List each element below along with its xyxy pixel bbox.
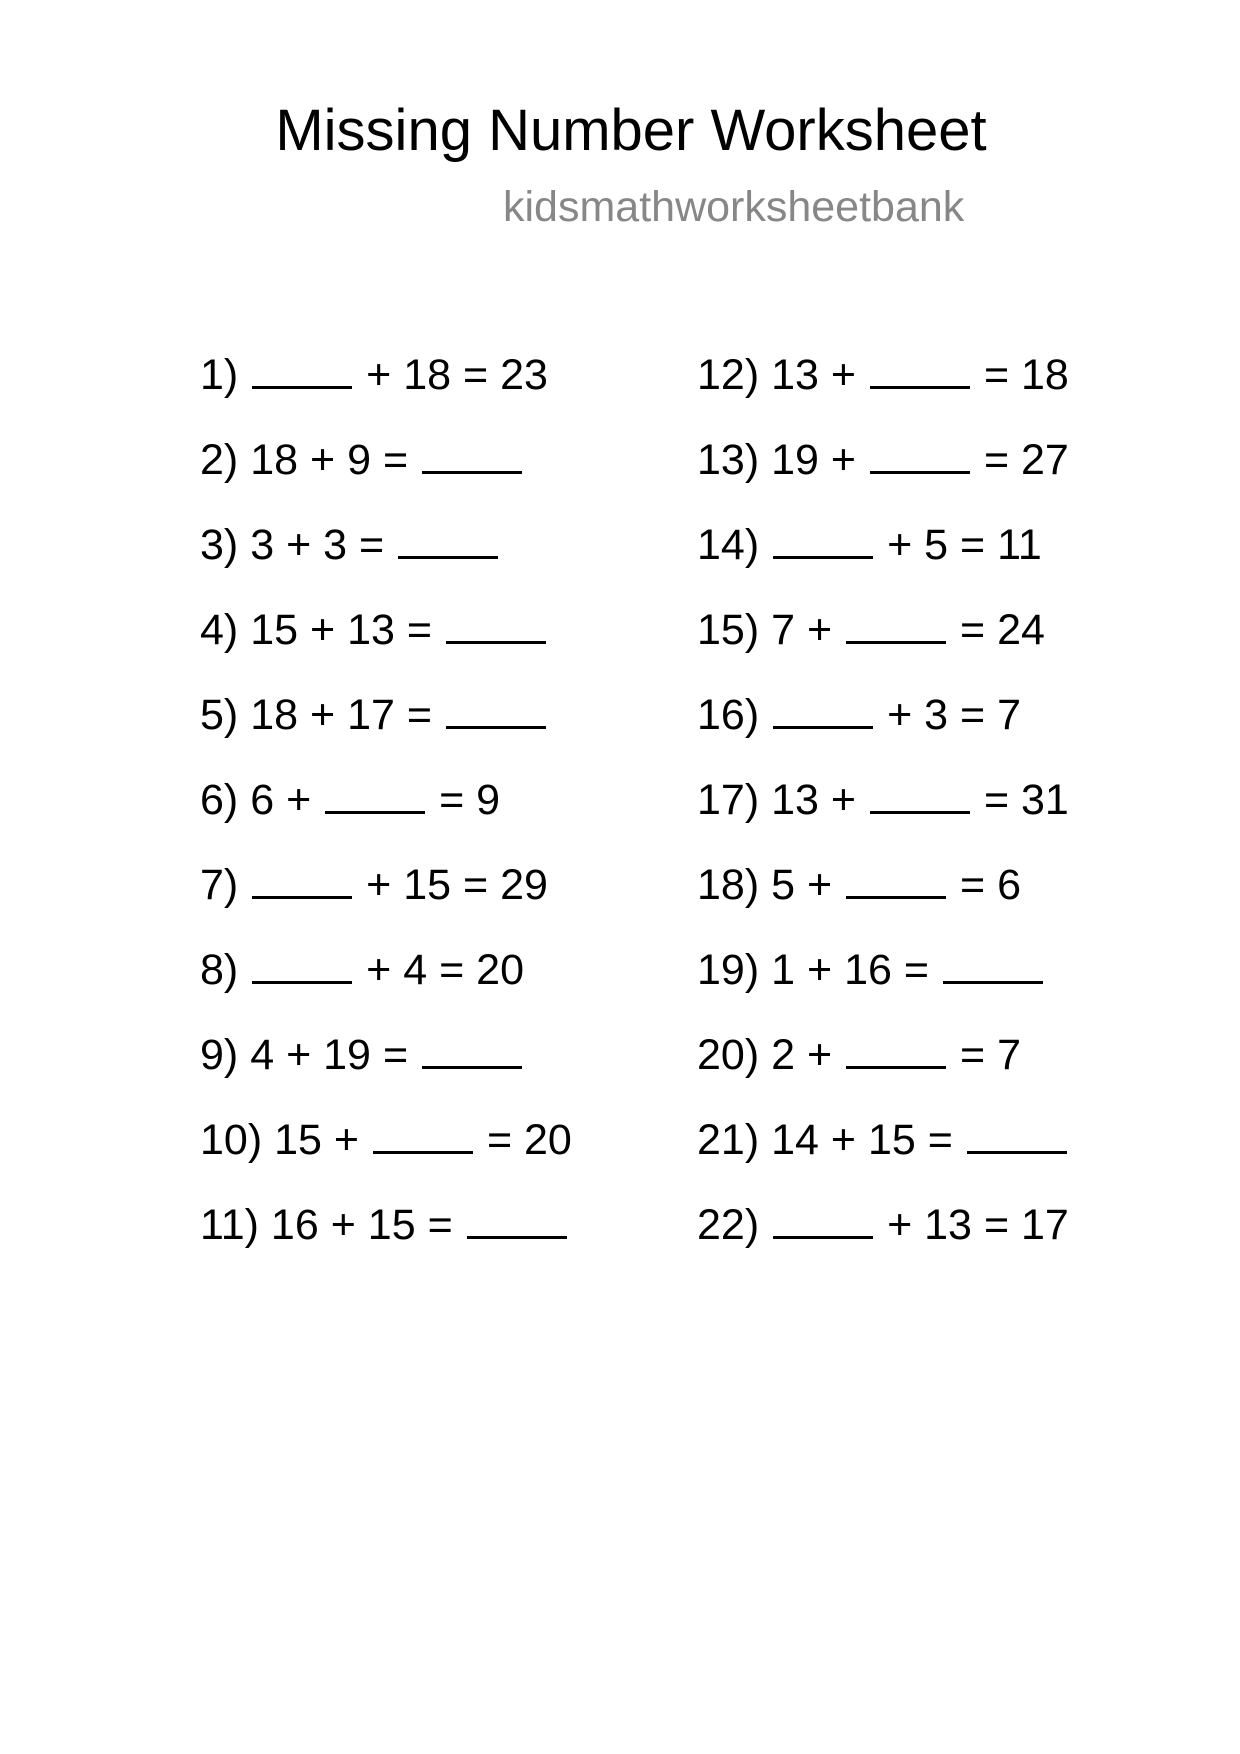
operator: + — [309, 436, 336, 484]
operand-b: 16 — [844, 946, 892, 994]
operand-b: 13 — [347, 606, 395, 654]
operand-a: 7 — [771, 606, 796, 654]
result: 7 — [997, 691, 1022, 739]
equals-sign: = — [960, 606, 986, 654]
problem-19 — [697, 945, 1045, 995]
equals-sign: = — [983, 1201, 1010, 1249]
worksheet-source: kidsmathworksheetbank — [503, 183, 965, 231]
operator: + — [806, 1031, 833, 1079]
answer-blank[interactable] — [398, 520, 498, 559]
problem-22 — [697, 1200, 1069, 1250]
problem-number: 6) — [200, 776, 239, 824]
answer-blank[interactable] — [943, 945, 1043, 984]
answer-blank[interactable] — [252, 350, 352, 389]
operator: + — [286, 776, 312, 824]
problem-16 — [697, 690, 1021, 740]
answer-blank[interactable] — [846, 860, 946, 899]
operand-b: 13 — [924, 1201, 972, 1249]
problem-10 — [200, 1115, 572, 1165]
answer-blank[interactable] — [967, 1115, 1067, 1154]
problem-number: 4) — [200, 606, 239, 654]
result: 9 — [476, 776, 501, 824]
problem-11 — [200, 1200, 569, 1250]
problem-number: 1) — [200, 351, 239, 399]
answer-blank[interactable] — [870, 350, 970, 389]
problem-13 — [697, 435, 1069, 485]
problem-number: 17) — [697, 776, 760, 824]
problem-3 — [200, 520, 500, 570]
problem-20 — [697, 1030, 1021, 1080]
answer-blank[interactable] — [467, 1200, 567, 1239]
result: 18 — [1021, 351, 1069, 399]
answer-blank[interactable] — [870, 435, 970, 474]
operator: + — [309, 606, 336, 654]
equals-sign: = — [382, 436, 409, 484]
problem-1 — [200, 350, 548, 400]
operand-a: 16 — [270, 1201, 319, 1249]
operand-a: 15 — [274, 1116, 322, 1164]
operator: + — [366, 861, 392, 909]
operand-b: 15 — [403, 861, 452, 909]
operand-b: 18 — [403, 351, 452, 399]
equals-sign: = — [903, 946, 929, 994]
problem-15 — [697, 605, 1045, 655]
operand-b: 3 — [323, 521, 348, 569]
equals-sign: = — [359, 521, 385, 569]
operator: + — [830, 351, 857, 399]
answer-blank[interactable] — [422, 1030, 522, 1069]
problem-number: 8) — [200, 946, 239, 994]
problem-14 — [697, 520, 1042, 570]
operator: + — [887, 691, 913, 739]
equals-sign: = — [983, 436, 1010, 484]
operand-a: 5 — [771, 861, 796, 909]
answer-blank[interactable] — [773, 690, 873, 729]
answer-blank[interactable] — [773, 1200, 873, 1239]
equals-sign: = — [427, 1201, 453, 1249]
problem-21 — [697, 1115, 1069, 1165]
operand-a: 13 — [771, 351, 819, 399]
equals-sign: = — [960, 521, 986, 569]
equals-sign: = — [463, 351, 489, 399]
equals-sign: = — [463, 861, 489, 909]
equals-sign: = — [439, 776, 465, 824]
operand-a: 2 — [771, 1031, 796, 1079]
operand-a: 13 — [771, 776, 819, 824]
operator: + — [830, 776, 857, 824]
operator: + — [830, 1116, 857, 1164]
problem-number: 15) — [697, 606, 760, 654]
result: 31 — [1021, 776, 1069, 824]
result: 23 — [500, 351, 548, 399]
problem-number: 7) — [200, 861, 239, 909]
equals-sign: = — [983, 776, 1010, 824]
answer-blank[interactable] — [325, 775, 425, 814]
problem-number: 16) — [697, 691, 760, 739]
operand-a: 19 — [771, 436, 819, 484]
operand-b: 5 — [924, 521, 949, 569]
operand-b: 15 — [867, 1116, 916, 1164]
problem-number: 19) — [697, 946, 760, 994]
operand-a: 4 — [250, 1031, 275, 1079]
operator: + — [830, 436, 857, 484]
operator: + — [286, 521, 312, 569]
operand-b: 3 — [924, 691, 949, 739]
operand-a: 18 — [250, 436, 299, 484]
problem-number: 3) — [200, 521, 239, 569]
answer-blank[interactable] — [373, 1115, 473, 1154]
problem-9 — [200, 1030, 524, 1080]
operator: + — [366, 946, 392, 994]
result: 27 — [1021, 436, 1069, 484]
operand-a: 1 — [771, 946, 796, 994]
equals-sign: = — [439, 946, 465, 994]
answer-blank[interactable] — [422, 435, 522, 474]
equals-sign: = — [927, 1116, 953, 1164]
operator: + — [806, 946, 833, 994]
answer-blank[interactable] — [846, 605, 946, 644]
operator: + — [887, 521, 913, 569]
answer-blank[interactable] — [252, 860, 352, 899]
problem-number: 14) — [697, 521, 760, 569]
problem-number: 21) — [697, 1116, 760, 1164]
result: 6 — [997, 861, 1022, 909]
problem-17 — [697, 775, 1069, 825]
result: 29 — [500, 861, 548, 909]
operand-b: 17 — [347, 691, 395, 739]
answer-blank[interactable] — [846, 1030, 946, 1069]
equals-sign: = — [406, 606, 432, 654]
equals-sign: = — [382, 1031, 409, 1079]
operand-a: 3 — [250, 521, 275, 569]
problem-12 — [697, 350, 1069, 400]
equals-sign: = — [960, 1031, 986, 1079]
problem-number: 2) — [200, 436, 239, 484]
problem-18 — [697, 860, 1021, 910]
operand-b: 19 — [323, 1031, 371, 1079]
operator: + — [887, 1201, 913, 1249]
equals-sign: = — [406, 691, 432, 739]
answer-blank[interactable] — [446, 690, 546, 729]
operand-b: 15 — [367, 1201, 416, 1249]
equals-sign: = — [983, 351, 1010, 399]
result: 20 — [476, 946, 525, 994]
answer-blank[interactable] — [870, 775, 970, 814]
answer-blank[interactable] — [252, 945, 352, 984]
worksheet-title: Missing Number Worksheet — [275, 98, 987, 163]
operator: + — [286, 1031, 312, 1079]
operator: + — [333, 1116, 360, 1164]
operand-a: 6 — [250, 776, 275, 824]
operator: + — [309, 691, 336, 739]
problem-number: 10) — [200, 1116, 263, 1164]
result: 24 — [997, 606, 1045, 654]
problem-number: 12) — [697, 351, 760, 399]
equals-sign: = — [960, 691, 986, 739]
problem-number: 13) — [697, 436, 760, 484]
problem-8 — [200, 945, 524, 995]
problem-number: 22) — [697, 1201, 760, 1249]
problem-number: 20) — [697, 1031, 760, 1079]
operator: + — [330, 1201, 356, 1249]
answer-blank[interactable] — [773, 520, 873, 559]
result: 7 — [997, 1031, 1022, 1079]
operator: + — [366, 351, 392, 399]
operator: + — [806, 861, 833, 909]
result: 20 — [524, 1116, 572, 1164]
operand-a: 14 — [771, 1116, 819, 1164]
problem-4 — [200, 605, 548, 655]
answer-blank[interactable] — [446, 605, 546, 644]
equals-sign: = — [960, 861, 986, 909]
operator: + — [806, 606, 833, 654]
operand-a: 18 — [250, 691, 299, 739]
problem-2 — [200, 435, 524, 485]
equals-sign: = — [486, 1116, 513, 1164]
problem-6 — [200, 775, 500, 825]
operand-b: 4 — [403, 946, 428, 994]
result: 17 — [1021, 1201, 1069, 1249]
problem-number: 5) — [200, 691, 239, 739]
problem-number: 11) — [200, 1201, 259, 1249]
problem-7 — [200, 860, 548, 910]
operand-b: 9 — [347, 436, 371, 484]
problem-number: 18) — [697, 861, 760, 909]
problem-5 — [200, 690, 548, 740]
result: 11 — [997, 521, 1042, 569]
operand-a: 15 — [250, 606, 299, 654]
problem-number: 9) — [200, 1031, 239, 1079]
